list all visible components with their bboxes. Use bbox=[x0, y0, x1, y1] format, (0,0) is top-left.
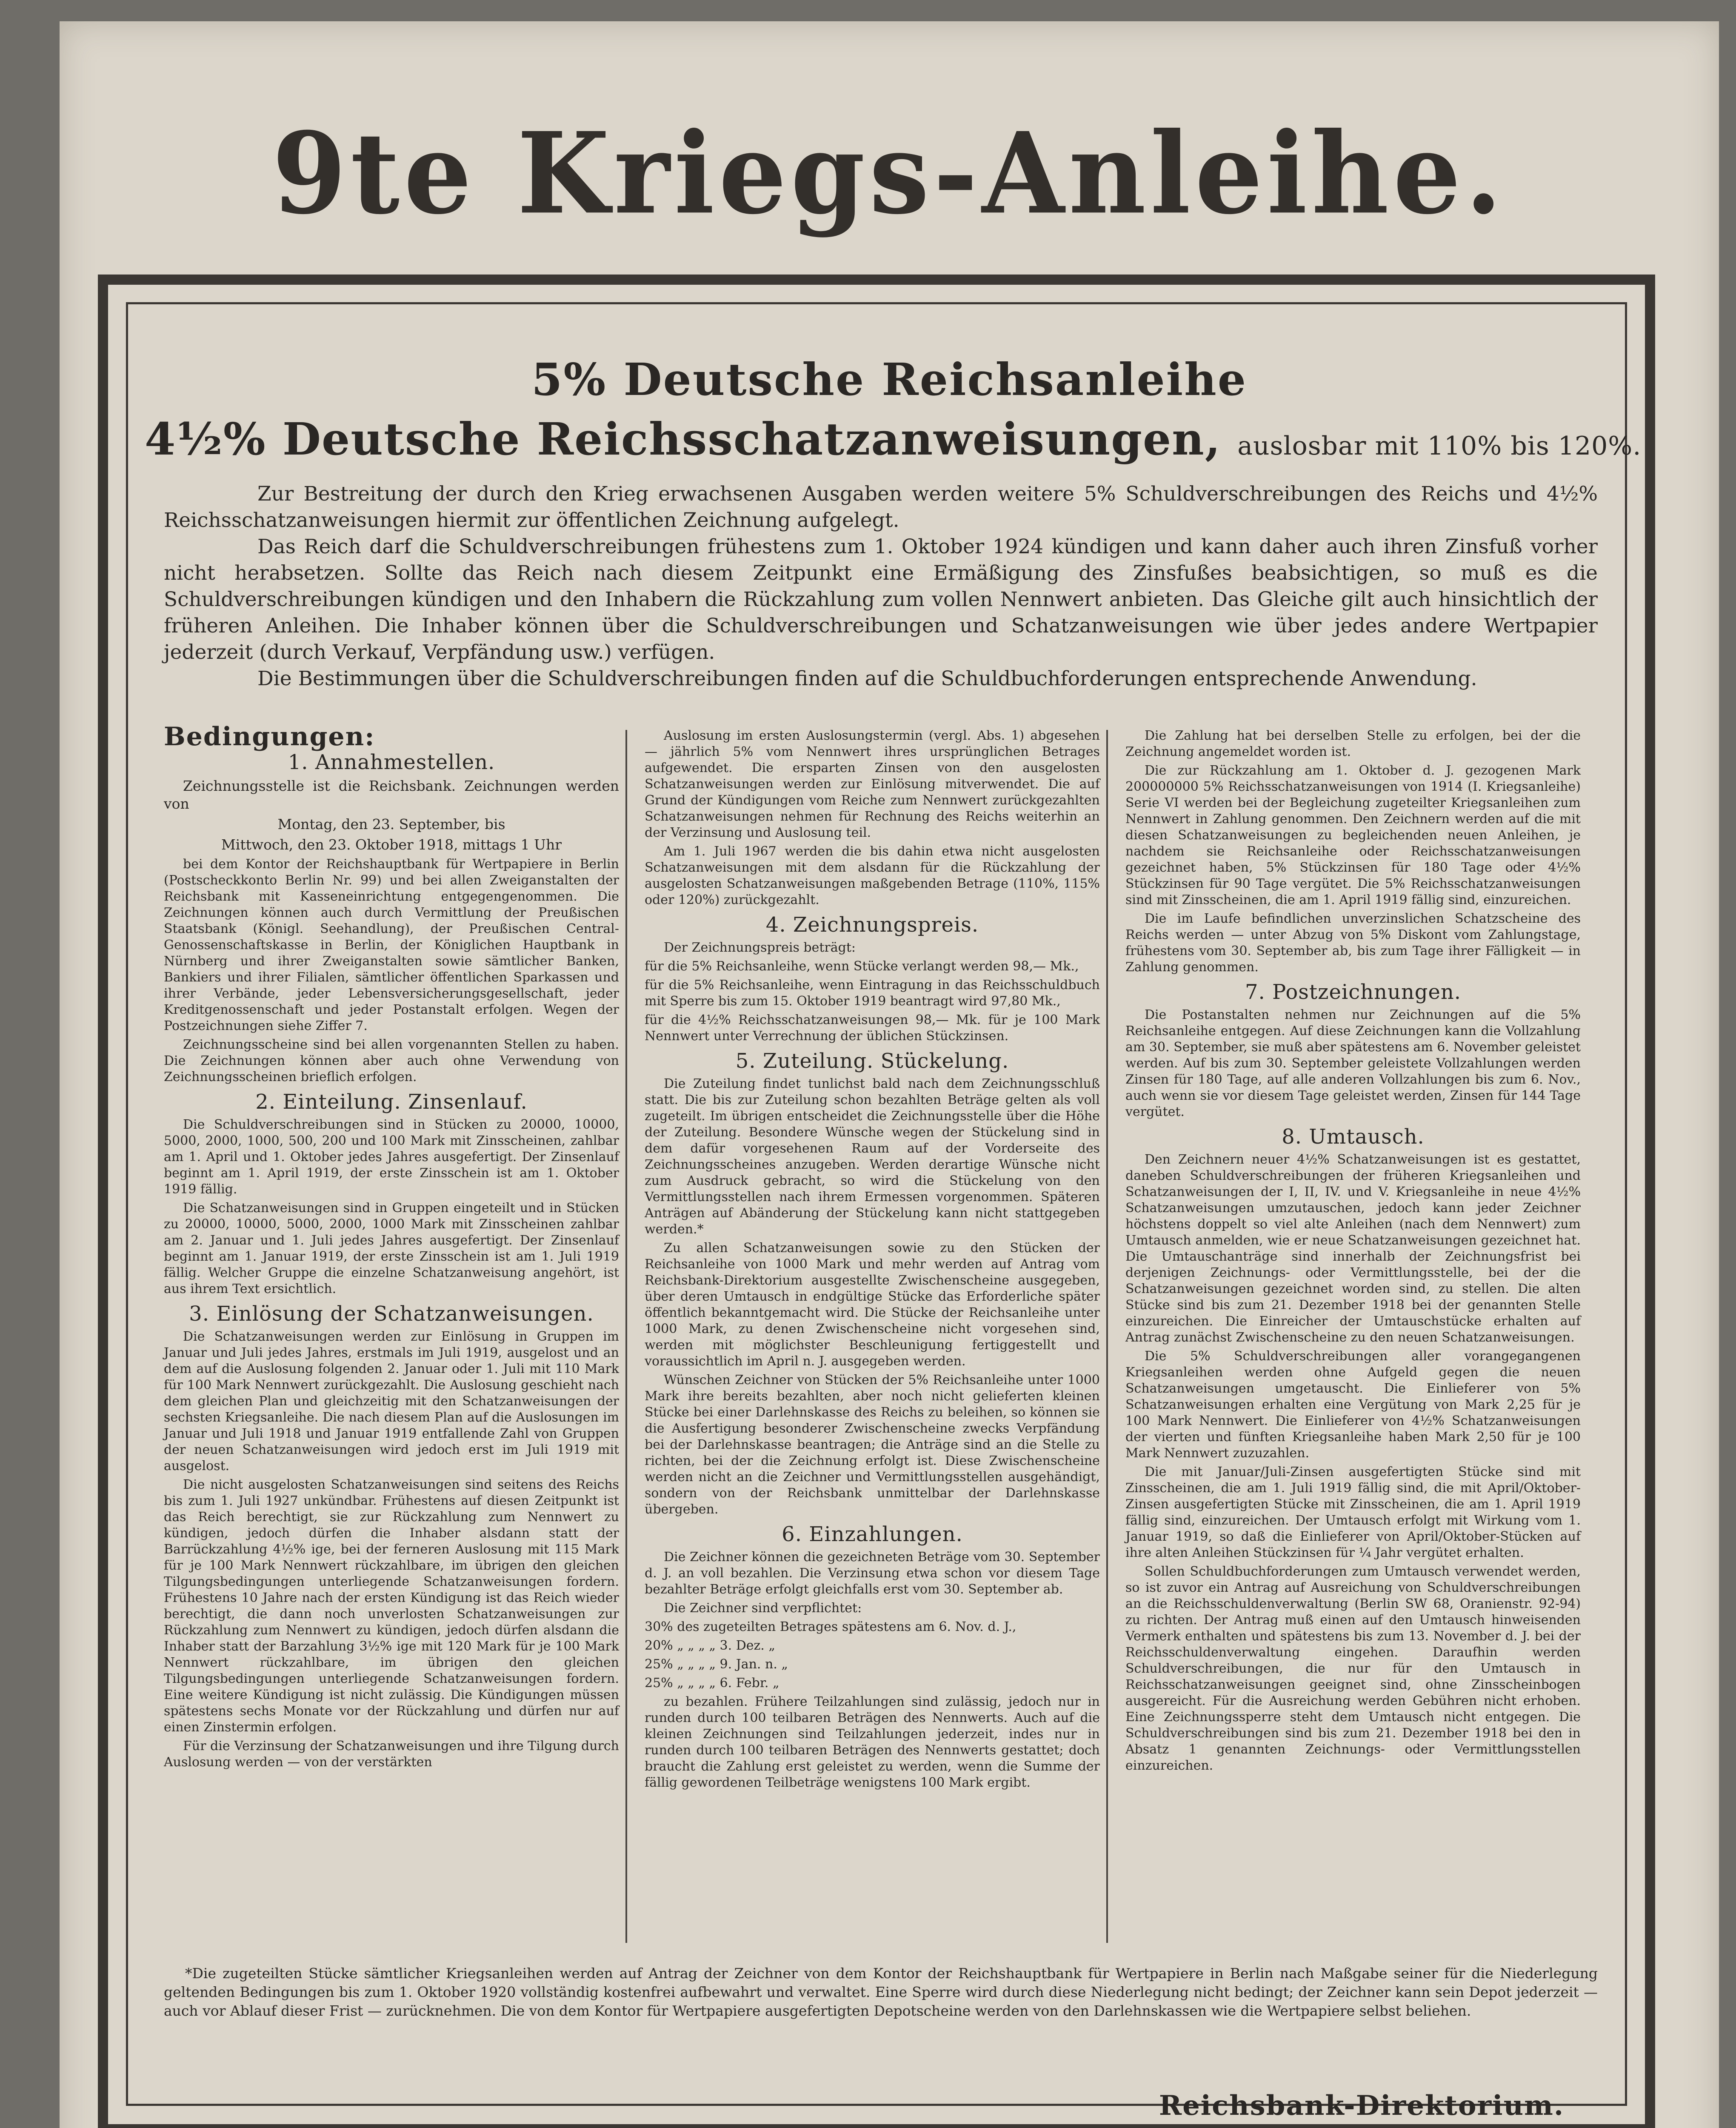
paragraph: Wünschen Zeichner von Stücken der 5% Reichsanleihe unter 1000 Mark ihre bereits bezahlten, aber noch nicht gelieferten kleinen Stücke bei einer Darlehnskasse des Reichs zu beleihen, so können sie die Ausfertigung besonderer Zwischenscheine zwecks Verpfändung bei der Darlehnskasse beantragen; die Anträge sind an die Stelle zu richten, bei der die Zeichnung erfolgt ist. Diese Zwischenscheine werden nicht an die Zeichner und Vermittlungsstellen ausgehändigt, sondern von der Reichsbank unmittelbar der Darlehnskasse übergeben. bbox=[645, 1373, 1100, 1517]
conditions-column-1 bbox=[164, 722, 619, 1773]
price-line: für die 5% Reichsanleihe, wenn Eintragung in das Reichsschuldbuch mit Sperre bis zum 15. Oktober 1919 beantragt wird 97,80 Mk., bbox=[645, 978, 1100, 1009]
section-title: 4. Zeichnungspreis. bbox=[765, 913, 979, 937]
section-title: 1. Annahmestellen. bbox=[288, 750, 495, 774]
paragraph: Die Zuteilung findet tunlichst bald nach dem Zeichnungsschluß statt. Die bis zur Zuteilung schon bezahlten Beträge gelten als voll zugeteilt. Im übrigen entscheidet die Zeichnungsstelle über die Höhe der Zuteilung. Besondere Wünsche wegen der Stückelung sind in dem dafür vorgesehenen Raum auf der Vorderseite des Zeichnungsscheines anzugeben. Werden derartige Wünsche nicht zum Ausdruck gebracht, so wird die Stückelung von den Vermittlungsstellen nach ihrem Ermessen vorgenommen. Späteren Anträgen auf Abänderung der Stückelung kann nicht stattgegeben werden.* bbox=[645, 1076, 1100, 1237]
footnote bbox=[164, 1964, 1598, 2020]
paragraph: Die im Laufe befindlichen unverzinslichen Schatzscheine des Reichs werden — unter Abzug von 5% Diskont vom Zahlungstage, frühestens vom 30. September ab, bis zum Tage ihrer Fälligkeit — in Zahlung genommen. bbox=[1125, 911, 1581, 975]
paragraph: Die Zeichner sind verpflichtet: bbox=[664, 1601, 862, 1616]
conditions-column-3 bbox=[1125, 728, 1581, 1776]
paragraph: Die Schuldverschreibungen sind in Stücken zu 20000, 10000, 5000, 2000, 1000, 500, 200 und 100 Mark mit Zinsscheinen, zahlbar am 1. April und 1. Oktober jedes Jahres ausgefertigt. Der Zinsenlauf beginnt am 1. April 1919, der erste Zinsschein ist am 1. Oktober 1919 fällig. bbox=[164, 1117, 619, 1197]
date-line: Montag, den 23. September, bis bbox=[277, 816, 505, 832]
paragraph: Die mit Januar/Juli-Zinsen ausgefertigten Stücke sind mit Zinsscheinen, die am 1. Juli 1919 fällig sind, die mit April/Oktober-Zinsen ausgefertigten Stücke mit Zinsscheinen, die am 1. April 1919 fällig sind, einzureichen. Der Umtausch erfolgt mit Wirkung vom 1. Januar 1919, so daß die Einlieferer von April/Oktober-Stücken auf ihre alten Anleihen Stückzinsen für ¼ Jahr vergütet erhalten. bbox=[1125, 1464, 1581, 1560]
paragraph: zu bezahlen. Frühere Teilzahlungen sind zulässig, jedoch nur in runden durch 100 teilbaren Beträgen des Nennwerts. Auch auf die kleinen Zeichnungen sind Teilzahlungen jederzeit, indes nur in runden durch 100 teilbaren Beträgen des Nennwerts gestattet; doch braucht die Zahlung erst geleistet zu werden, wenn die Summe der fällig gewordenen Teilbeträge wenigstens 100 Mark ergibt. bbox=[645, 1694, 1100, 1790]
paragraph: Die nicht ausgelosten Schatzanweisungen sind seitens des Reichs bis zum 1. Juli 1927 unkündbar. Frühestens auf diesen Zeitpunkt ist das Reich berechtigt, sie zur Rückzahlung zum Nennwert zu kündigen, jedoch dürfen die Inhaber alsdann statt der Barrückzahlung 4½% ige, bei der ferneren Auslosung mit 115 Mark für je 100 Mark Nennwert rückzahlbare, im übrigen den gleichen Tilgungsbedingungen unterliegende Schatzanweisungen fordern. Frühestens 10 Jahre nach der ersten Kündigung ist das Reich wieder berechtigt, die dann noch unverlosten Schatzanweisungen zur Rückzahlung zum Nennwert zu kündigen, jedoch dürfen alsdann die Inhaber statt der Barzahlung 3½% ige mit 120 Mark für je 100 Mark Nennwert rückzahlbare, im übrigen den gleichen Tilgungsbedingungen unterliegende Schatzanweisungen fordern. Eine weitere Kündigung ist nicht zulässig. Die Kündigungen müssen spätestens sechs Monate vor der Rückzahlung und dürfen nur auf einen Zinstermin erfolgen. bbox=[164, 1477, 619, 1735]
signature-institution: Reichsbank-Direktorium. bbox=[1159, 2090, 1565, 2122]
paragraph: Zeichnungsstelle ist die Reichsbank. Zeichnungen werden von bbox=[164, 778, 619, 812]
page-headline: 9te Kriegs-Anleihe. bbox=[272, 107, 1507, 239]
intro-paragraph: Das Reich darf die Schuldverschreibungen frühestens zum 1. Oktober 1924 kündigen und kann daher auch ihren Zinsfuß vorher nicht herabsetzen. Sollte das Reich nach diesem Zeitpunkt eine Ermäßigung des Zinsfußes beabsichtigen, so muß es die Schuldverschreibungen kündigen und den Inhabern die Rückzahlung zum vollen Nennwert anbieten. Das Gleiche gilt auch hinsichtlich der früheren Anleihen. Die Inhaber können über die Schuldverschreibungen und Schatzanweisungen wie über jedes andere Wertpapier jederzeit (durch Verkauf, Verpfändung usw.) verfügen. bbox=[164, 535, 1598, 664]
price-line: für die 4½% Reichsschatzanweisungen 98,— Mk. für je 100 Mark Nennwert unter Verrechnung der üblichen Stückzinsen. bbox=[645, 1013, 1100, 1044]
paragraph: Die Schatzanweisungen sind in Gruppen eingeteilt und in Stücken zu 20000, 10000, 5000, 2000, 1000 Mark mit Zinsscheinen zahlbar am 2. Januar und 1. Juli jedes Jahres ausgefertigt. Der Zinsenlauf beginnt am 1. Januar 1919, der erste Zinsschein ist am 1. Juli 1919 fällig. Welcher Gruppe die einzelne Schatzanweisung angehört, ist aus ihrem Text ersichtlich. bbox=[164, 1201, 619, 1296]
paragraph: Für die Verzinsung der Schatzanweisungen und ihre Tilgung durch Auslosung werden — von der verstärkten bbox=[164, 1739, 619, 1770]
newspaper-page bbox=[60, 21, 1719, 2128]
footnote-text: *Die zugeteilten Stücke sämtlicher Kriegsanleihen werden auf Antrag der Zeichner von dem Kontor der Reichshauptbank für Wertpapiere in Berlin nach Maßgabe seiner für die Niederlegung geltenden Bedingungen bis zum 1. Oktober 1920 vollständig kostenfrei aufbewahrt und verwaltet. Eine Sperre wird durch diese Niederlegung nicht bedingt; der Zeichner kann sein Depot jederzeit — auch vor Ablauf dieser Frist — zurücknehmen. Die von dem Kontor für Wertpapiere ausgefertigten Depotscheine werden von den Darlehnskassen wie die Wertpapiere selbst beliehen. bbox=[164, 1965, 1598, 2019]
section-title: 6. Einzahlungen. bbox=[782, 1522, 963, 1546]
intro-text bbox=[164, 481, 1598, 692]
paragraph: Die Zahlung hat bei derselben Stelle zu erfolgen, bei der die Zeichnung angemeldet worden ist. bbox=[1125, 728, 1581, 759]
loan-title-reichsanleihe: 5% Deutsche Reichsanleihe bbox=[531, 353, 1247, 406]
paragraph: Auslosung im ersten Auslosungstermin (vergl. Abs. 1) abgesehen — jährlich 5% vom Nennwert ihres ursprünglichen Betrages aufgewendet. Die ersparten Zinsen von den ausgelosten Schatzanweisungen werden zur Einlösung mitverwendet. Die auf Grund der Kündigungen vom Reiche zum Nennwert zurückgezahlten Schatzanweisungen nehmen für Rechnung des Reichs weiterhin an der Verzinsung und Auslosung teil. bbox=[645, 728, 1100, 840]
conditions-column-2 bbox=[645, 728, 1100, 1793]
paragraph: bei dem Kontor der Reichshauptbank für Wertpapiere in Berlin (Postscheckkonto Berlin Nr. 99) und bei allen Zweiganstalten der Reichsbank mit Kasseneinrichtung entgegengenommen. Die Zeichnungen können auch durch Vermittlung der Preußischen Staatsbank (Königl. Seehandlung), der Preußischen Central-Genossenschaftskasse in Berlin, der Königlichen Hauptbank in Nürnberg und ihrer Zweiganstalten sowie sämtlicher Banken, Bankiers und ihrer Filialen, sämtlicher öffentlichen Sparkassen und ihrer Verbände, jeder Lebensversicherungsgesellschaft, jeder Kreditgenossenschaft und jeder Postanstalt erfolgen. Wegen der Postzeichnungen siehe Ziffer 7. bbox=[164, 857, 619, 1033]
section-title: 2. Einteilung. Zinsenlauf. bbox=[255, 1090, 528, 1114]
installment-line: 25% „ „ „ „ 9. Jan. n. „ bbox=[645, 1657, 788, 1672]
paragraph: Am 1. Juli 1967 werden die bis dahin etwa nicht ausgelosten Schatzanweisungen mit dem alsdann für die Rückzahlung der ausgelosten Schatzanweisungen maßgebenden Betrage (110%, 115% oder 120%) zurückgezahlt. bbox=[645, 844, 1100, 907]
paragraph: Die Zeichner können die gezeichneten Beträge vom 30. September d. J. an voll bezahlen. Die Verzinsung etwa schon vor diesem Tage bezahlter Beträge erfolgt gleichfalls erst vom 30. September ab. bbox=[645, 1550, 1100, 1597]
loan-title-main: 4½% Deutsche Reichsschatzanweisungen, bbox=[145, 413, 1221, 465]
paragraph: Zeichnungsscheine sind bei allen vorgenannten Stellen zu haben. Die Zeichnungen können aber auch ohne Verwendung von Zeichnungsscheinen brieflich erfolgen. bbox=[164, 1037, 619, 1084]
paragraph: Die zur Rückzahlung am 1. Oktober d. J. gezogenen Mark 200000000 5% Reichsschatzanweisungen von 1914 (I. Kriegsanleihe) Serie VI werden bei der Begleichung zugeteilter Kriegsanleihen zum Nennwert in Zahlung genommen. Den Zeichnern werden auf die mit diesen Schatzanweisungen zu begleichenden neuen Anleihen, je nachdem sie Reichsanleihe oder Reichsschatzanweisungen gezeichnet haben, 5% Stückzinsen für 180 Tage oder 4½% Stückzinsen für 90 Tage vergütet. Die 5% Reichsschatzanweisungen sind mit Zinsscheinen, die am 1. April 1919 fällig sind, einzureichen. bbox=[1125, 763, 1581, 907]
conditions-heading: Bedingungen: bbox=[164, 722, 375, 752]
installment-line: 30% des zugeteilten Betrages spätestens am 6. Nov. d. J., bbox=[645, 1619, 1016, 1634]
column-divider bbox=[1106, 730, 1108, 1943]
intro-paragraph: Zur Bestreitung der durch den Krieg erwachsenen Ausgaben werden weitere 5% Schuldverschreibungen des Reichs und 4½% Reichsschatzanweisungen hiermit zur öffentlichen Zeichnung aufgelegt. bbox=[164, 482, 1598, 532]
paragraph: Den Zeichnern neuer 4½% Schatzanweisungen ist es gestattet, daneben Schuldverschreibungen der früheren Kriegsanleihen und Schatzanweisungen der I, II, IV. und V. Kriegsanleihe in neue 4½% Schatzanweisungen umzutauschen, jedoch kann jeder Zeichner höchstens doppelt so viel alte Anleihen (nach dem Nennwert) zum Umtausch anmelden, wie er neue Schatzanweisungen gezeichnet hat. Die Umtauschanträge sind innerhalb der Zeichnungsfrist bei derjenigen Zeichnungs- oder Vermittlungsstelle, bei der die Schatzanweisungen gezeichnet worden sind, zu stellen. Die alten Stücke sind bis zum 21. Dezember 1918 bei der genannten Stelle einzureichen. Die Einreicher der Umtauschstücke erhalten auf Antrag zunächst Zwischenscheine zu den neuen Schatzanweisungen. bbox=[1125, 1152, 1581, 1345]
date-line: Mittwoch, den 23. Oktober 1918, mittags 1 Uhr bbox=[221, 836, 562, 853]
loan-title-schatzanweisungen bbox=[145, 413, 1642, 465]
section-title: 3. Einlösung der Schatzanweisungen. bbox=[189, 1302, 594, 1326]
section-title: 8. Umtausch. bbox=[1282, 1125, 1425, 1149]
paragraph: Die 5% Schuldverschreibungen aller vorangegangenen Kriegsanleihen werden ohne Aufgeld gegen die neuen Schatzanweisungen umgetauscht. Die Einlieferer von 5% Schatzanweisungen erhalten eine Vergütung von Mark 2,25 für je 100 Mark Nennwert. Die Einlieferer von 4½% Schatzanweisungen der vierten und fünften Kriegsanleihe haben Mark 2,50 für je 100 Mark Nennwert zuzuzahlen. bbox=[1125, 1349, 1581, 1461]
paragraph: Die Postanstalten nehmen nur Zeichnungen auf die 5% Reichsanleihe entgegen. Auf diese Zeichnungen kann die Vollzahlung am 30. September, sie muß aber spätestens am 6. November geleistet werden. Auf bis zum 30. September geleistete Vollzahlungen werden Zinsen für 180 Tage, auf alle anderen Vollzahlungen bis zum 6. Nov., auch wenn sie vor diesem Tage geleistet werden, Zinsen für 144 Tage vergütet. bbox=[1125, 1007, 1581, 1119]
loan-title-suffix: auslosbar mit 110% bis 120%. bbox=[1237, 431, 1642, 461]
paragraph: Sollen Schuldbuchforderungen zum Umtausch verwendet werden, so ist zuvor ein Antrag auf Ausreichung von Schuldverschreibungen an die Reichsschuldenverwaltung (Berlin SW 68, Oranienstr. 92-94) zu richten. Der Antrag muß einen auf den Umtausch hinweisenden Vermerk enthalten und spätestens bis zum 13. November d. J. bei der Reichsschuldenverwaltung eingehen. Daraufhin werden Schuldverschreibungen, die nur für den Umtausch in Reichsschatzanweisungen geeignet sind, ohne Zinsscheinbogen ausgereicht. Für die Ausreichung werden Gebühren nicht erhoben. Eine Zeichnungssperre steht dem Umtausch nicht entgegen. Die Schuldverschreibungen sind bis zum 21. Dezember 1918 bei den in Absatz 1 genannten Zeichnungs- oder Vermittlungsstellen einzureichen. bbox=[1125, 1564, 1581, 1773]
paragraph: Zu allen Schatzanweisungen sowie zu den Stücken der Reichsanleihe von 1000 Mark und mehr werden auf Antrag vom Reichsbank-Direktorium ausgestellte Zwischenscheine ausgegeben, über deren Umtausch in endgültige Stücke das Erforderliche später öffentlich bekanntgemacht wird. Die Stücke der Reichsanleihe unter 1000 Mark, zu denen Zwischenscheine nicht vorgesehen sind, werden mit möglichster Beschleunigung fertiggestellt und voraussichtlich im April n. J. ausgegeben werden. bbox=[645, 1241, 1100, 1369]
price-line: für die 5% Reichsanleihe, wenn Stücke verlangt werden 98,— Mk., bbox=[645, 959, 1079, 974]
paragraph: Der Zeichnungspreis beträgt: bbox=[664, 940, 856, 955]
installment-line: 20% „ „ „ „ 3. Dez. „ bbox=[645, 1638, 775, 1653]
column-divider bbox=[625, 730, 627, 1943]
section-title: 7. Postzeichnungen. bbox=[1245, 980, 1462, 1004]
installment-line: 25% „ „ „ „ 6. Febr. „ bbox=[645, 1676, 779, 1690]
intro-paragraph: Die Bestimmungen über die Schuldverschreibungen finden auf die Schuldbuchforderungen entsprechende Anwendung. bbox=[257, 667, 1477, 690]
paragraph: Die Schatzanweisungen werden zur Einlösung in Gruppen im Januar und Juli jedes Jahres, erstmals im Juli 1919, ausgelost und an dem auf die Auslosung folgenden 2. Januar oder 1. Juli mit 110 Mark für 100 Mark Nennwert zurückgezahlt. Die Auslosung geschieht nach dem gleichen Plan und gleichzeitig mit den Schatzanweisungen der sechsten Kriegsanleihe. Die nach diesem Plan auf die Auslosungen im Januar und Juli 1918 und Januar 1919 entfallende Zahl von Gruppen der neuen Schatzanweisungen wird jedoch erst im Juli 1919 mit ausgelost. bbox=[164, 1329, 619, 1473]
section-title: 5. Zuteilung. Stückelung. bbox=[735, 1049, 1009, 1073]
